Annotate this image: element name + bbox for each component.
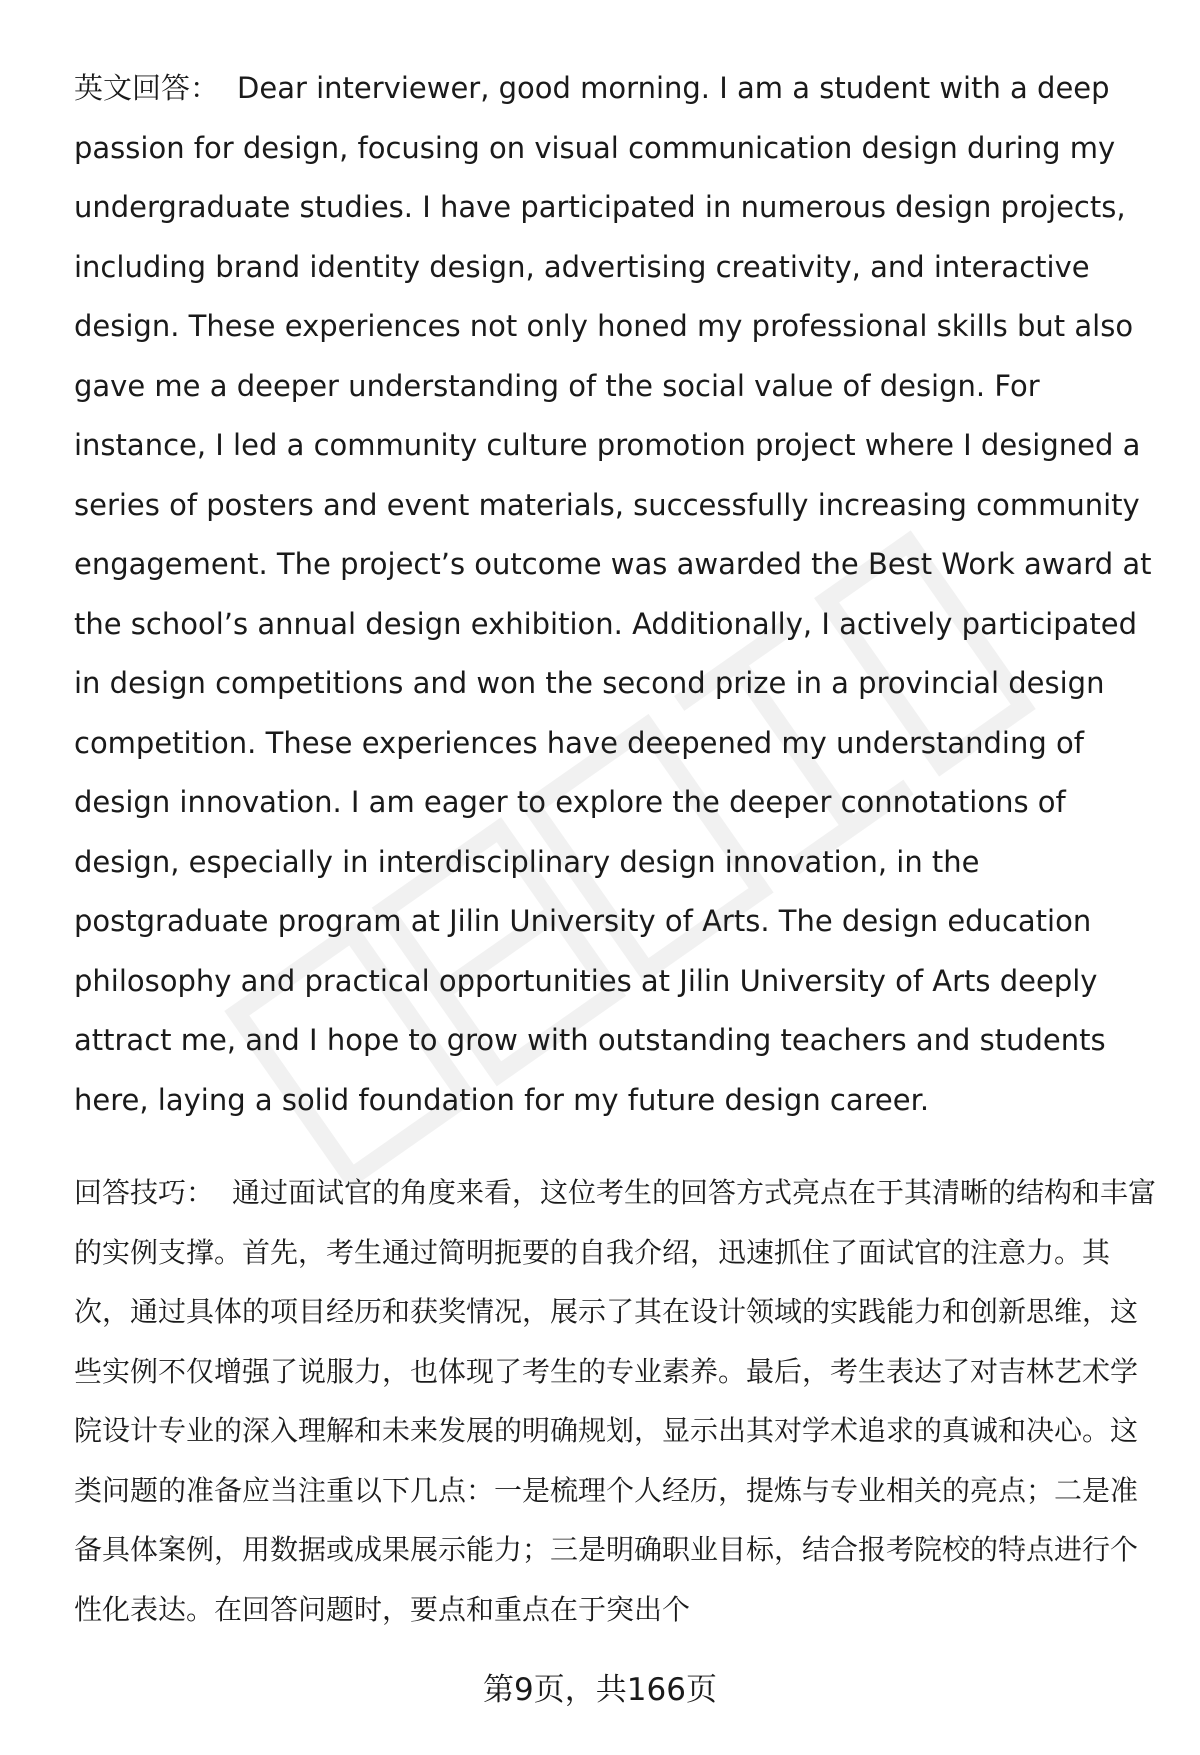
answer-tips-text: 通过面试官的角度来看，这位考生的回答方式亮点在于其清晰的结构和丰富的实例支撑。首先，考生通过简明扼要的自我介绍，迅速抓住了面试官的注意力。其次，通过具体的项目经历和获奖情况，展示了其在设计领域的实践能力和创新思维，这些实例不仅增强了说服力，也体现了考生的专业素养。最后，考生表达了对吉林艺术学院设计专业的深入理解和未来发展的明确规划，显示出其对学术追求的真诚和决心。这类问题的准备应当注重以下几点：一是梳理个人经历，提炼与专业相关的亮点；二是准备具体案例，用数据或成果展示能力；三是明确职业目标，结合报考院校的特点进行个性化表达。在回答问题时，要点和重点在于突出个	[74, 1176, 1157, 1626]
answer-tips-label: 回答技巧：	[74, 1176, 215, 1209]
answer-tips-paragraph	[74, 1163, 1160, 1639]
page-number-footer: 第9页，共166页	[483, 1672, 717, 1708]
english-answer-paragraph	[74, 59, 1160, 1130]
english-answer-text: Dear interviewer, good morning. I am a student with a deep passion for design, focusing on visual communication design during my undergraduate studies. I have participated in numerous design projects, including brand identity design, advertising creativity, and interactive design. These experiences not only honed my professional skills but also gave me a deeper understanding of the social value of design. For instance, I led a community culture promotion project where I designed a series of posters and event materials, successfully increasing community engagement. The project’s outcome was awarded the Best Work award at the school’s annual design exhibition. Additionally, I actively participated in design competitions and won the second prize in a provincial design competition. These experiences have deepened my understanding of design innovation. I am eager to explore the deeper connotations of design, especially in interdisciplinary design innovation, in the postgraduate program at Jilin University of Arts. The design education philosophy and practical opportunities at Jilin University of Arts deeply attract me, and I hope to grow with outstanding teachers and students here, laying a solid foundation for my future design career.	[74, 71, 1152, 1117]
english-answer-label: 英文回答：	[74, 71, 220, 105]
